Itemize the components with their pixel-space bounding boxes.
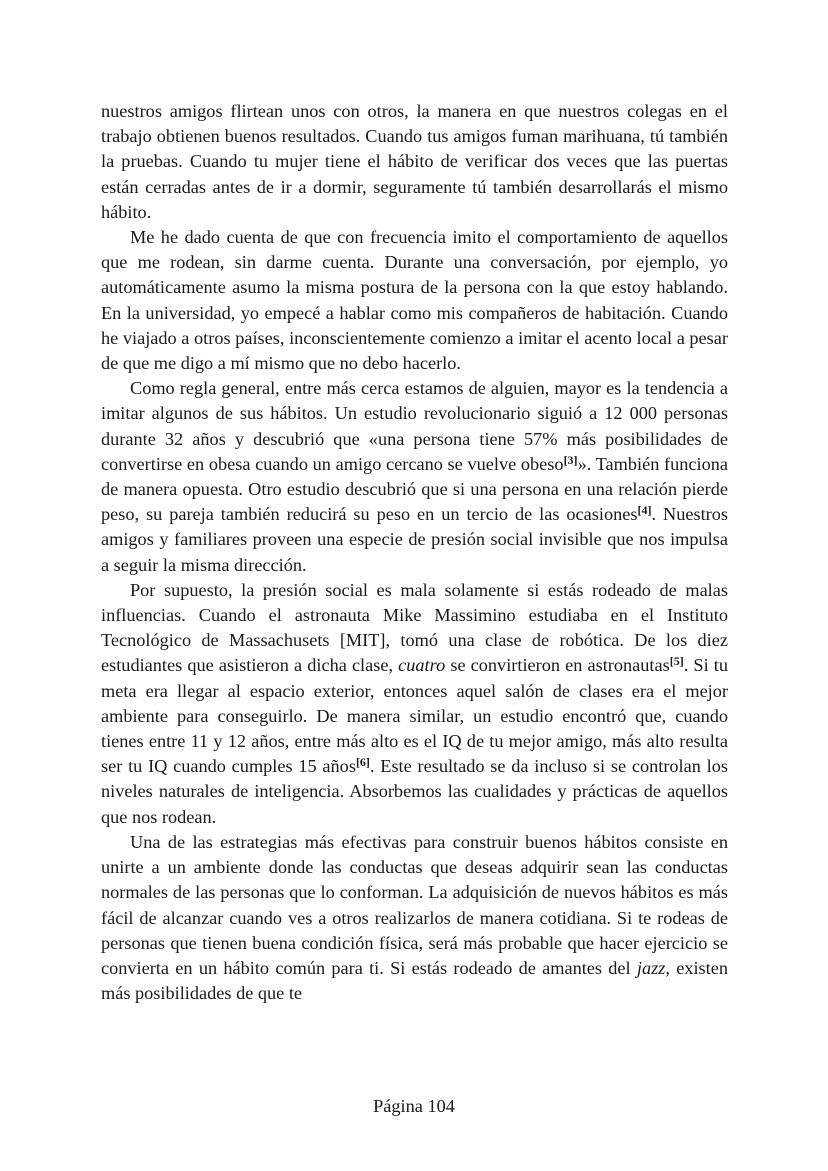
- text-run: . Si tu meta era llegar al espacio exterior, entonces aquel salón de clases era el mejor ambiente para conseguirlo. De manera similar, un estudio encontró que, cuando tienes entre 11 y 12 años, entre más alto es el IQ de tu mejor amigo, más alto resulta ser tu IQ cuando cumples 15 años: [101, 655, 728, 777]
- paragraph: [101, 578, 728, 830]
- text-run: Una de las estrategias más efectivas para construir buenos hábitos consiste en unirte a un ambiente donde las conductas que deseas adquirir sean las conductas normales de las personas que lo conforman. La adquisición de nuevos hábitos es más fácil de alcanzar cuando ves a otros realizarlos de manera cotidiana. Si te rodeas de personas que tienen buena condición física, será más probable que hacer ejercicio se convierta en un hábito común para ti. Si estás rodeado de amantes del: [101, 831, 728, 978]
- text-run: . Este resultado se da incluso si se controlan los niveles naturales de inteligencia. Absorbemos las cualidades y prácticas de aquellos que nos rodean.: [101, 756, 728, 827]
- text-run: nuestros amigos flirtean unos con otros, la manera en que nuestros colegas en el trabajo obtienen buenos resultados. Cuando tus amigos fuman marihuana, tú también la pruebas. Cuando tu mujer tiene el hábito de verificar dos veces que las puertas están cerradas antes de ir a dormir, seguramente tú también desarrollarás el mismo hábito.: [101, 101, 728, 222]
- paragraph: [101, 99, 728, 225]
- text-run: ». También funciona de manera opuesta. Otro estudio descubrió que si una persona en una relación pierde peso, su pareja también reducirá su peso en un tercio de las ocasiones: [101, 453, 728, 525]
- text-run: . Nuestros amigos y familiares proveen una especie de presión social invisible que nos impulsa a seguir la misma dirección.: [101, 504, 728, 575]
- text-run: se convirtieron en astronautas: [445, 655, 670, 676]
- text-run: Como regla general, entre más cerca estamos de alguien, mayor es la tendencia a imitar algunos de sus hábitos. Un estudio revolucionario siguió a 12 000 personas durante 32 años y descubrió que «una persona tiene 57% más posibilidades de convertirse en obesa cuando un amigo cercano se vuelve obeso: [101, 378, 728, 474]
- footnote-ref[interactable]: [5]: [669, 654, 684, 669]
- paragraph: [101, 376, 728, 578]
- footnote-ref[interactable]: [4]: [637, 503, 652, 518]
- paragraph: [101, 225, 728, 376]
- emphasized-text: jazz: [636, 957, 666, 978]
- footnote-ref[interactable]: [3]: [563, 452, 578, 467]
- text-run: Me he dado cuenta de que con frecuencia imito el comportamiento de aquellos que me rodean, sin darme cuenta. Durante una conversación, por ejemplo, yo automáticamente asumo la misma postura de la persona con la que estoy hablando. En la universidad, yo empecé a hablar como mis compañeros de habitación. Cuando he viajado a otros países, inconscientemente comienzo a imitar el acento local a pesar de que me digo a mí mismo que no debo hacerlo.: [101, 227, 728, 374]
- text-run: Por supuesto, la presión social es mala solamente si estás rodeado de malas influencias. Cuando el astronauta Mike Massimino estudiaba en el Instituto Tecnológico de Massachusets [MIT], tomó una clase de robótica. De los diez estudiantes que asistieron a dicha clase,: [101, 579, 728, 676]
- page-number: Página 104: [373, 1096, 455, 1116]
- text-run: , existen más posibilidades de que te: [101, 957, 728, 1004]
- emphasized-text: cuatro: [398, 655, 446, 676]
- footnote-ref[interactable]: [6]: [355, 755, 370, 770]
- paragraph: [101, 830, 728, 1006]
- body-text: [101, 99, 728, 1006]
